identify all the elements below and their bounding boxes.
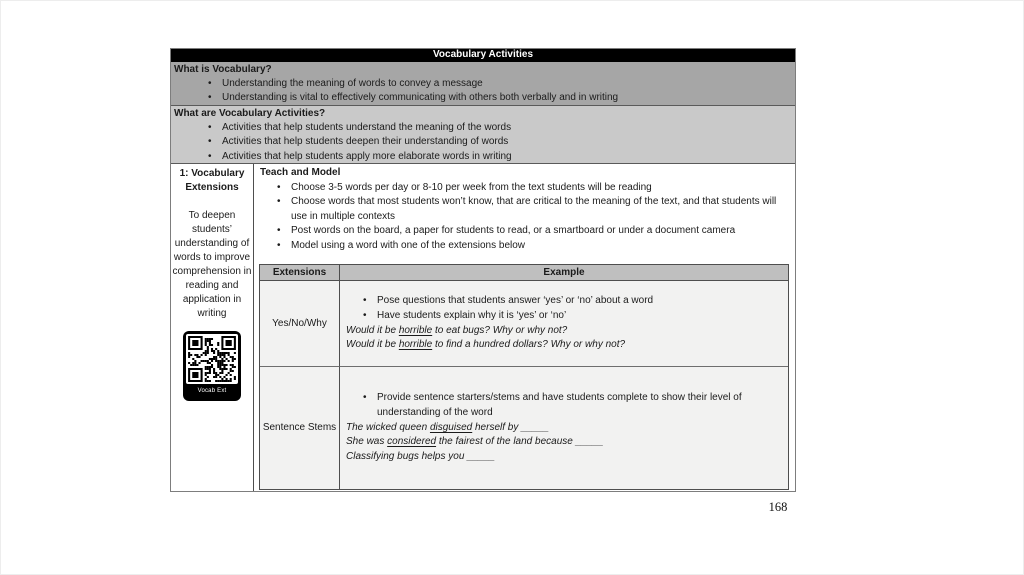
column-header-extensions: Extensions <box>260 265 340 281</box>
bullet-item: • Post words on the board, a paper for students to read, or a smartboard or under a document camera <box>260 224 789 239</box>
extension-name: Yes/No/Why <box>260 281 340 367</box>
bullet-item: • Model using a word with one of the extensions below <box>260 239 789 254</box>
section-heading: What is Vocabulary? <box>174 63 272 75</box>
example-sentence: Would it be horrible to find a hundred dollars? Why or why not? <box>346 339 626 351</box>
bullet-item: • Provide sentence starters/stems and have students complete to show their level of understanding of the word <box>346 391 780 421</box>
section-what-is-vocabulary <box>171 62 795 106</box>
teach-and-model-cell <box>254 164 795 491</box>
bullet-item: • Choose words that most students won’t know, that are critical to the meaning of the text, and that students will use in multiple contexts <box>260 195 789 224</box>
extension-example-cell <box>340 367 788 489</box>
vocabulary-activities-table <box>170 48 796 492</box>
activity-description: To deepen students’ understanding of words to improve comprehension in reading and application in writing <box>172 210 252 319</box>
section-what-are-vocabulary-activities <box>171 106 795 164</box>
table-row-yes-no-why <box>260 281 788 367</box>
page-number: 168 <box>768 500 788 514</box>
extension-example-cell <box>340 281 788 367</box>
extensions-examples-table <box>259 264 789 490</box>
section-heading: What are Vocabulary Activities? <box>174 107 326 119</box>
bullet-item: • Activities that help students deepen their understanding of words <box>171 135 795 149</box>
activity-number-title: 1: Vocabulary <box>179 168 245 179</box>
example-sentence: Would it be horrible to eat bugs? Why or why not? <box>346 324 568 336</box>
bullet-item: • Understanding the meaning of words to convey a message <box>171 77 795 91</box>
table-title-bar: Vocabulary Activities <box>171 49 795 62</box>
example-sentence: The wicked queen disguised herself by _____ <box>346 421 549 433</box>
activity-row <box>171 164 795 491</box>
bullet-item: • Pose questions that students answer ‘yes’ or ‘no’ about a word <box>346 294 780 309</box>
teach-and-model-heading: Teach and Model <box>260 167 341 178</box>
bullet-item: • Activities that help students understand the meaning of the words <box>171 121 795 135</box>
extension-name: Sentence Stems <box>260 367 340 489</box>
qr-code <box>183 331 241 401</box>
example-sentence: She was considered the fairest of the land because _____ <box>346 436 604 448</box>
extensions-table-header <box>260 265 788 281</box>
bullet-item: • Understanding is vital to effectively communicating with others both verbally and in writing <box>171 91 795 105</box>
activity-number-title-line2: Extensions <box>185 182 239 193</box>
table-row-sentence-stems <box>260 367 788 489</box>
qr-code-label: Vocab Ext <box>197 388 227 394</box>
activity-label-cell <box>171 164 254 491</box>
bullet-item: • Choose 3-5 words per day or 8-10 per week from the text students will be reading <box>260 181 789 196</box>
qr-code-pattern <box>186 334 238 384</box>
bullet-item: • Activities that help students apply more elaborate words in writing <box>171 150 795 164</box>
example-sentence: Classifying bugs helps you _____ <box>346 451 495 463</box>
column-header-example: Example <box>340 265 788 281</box>
bullet-item: • Have students explain why it is ‘yes’ or ‘no’ <box>346 309 780 324</box>
